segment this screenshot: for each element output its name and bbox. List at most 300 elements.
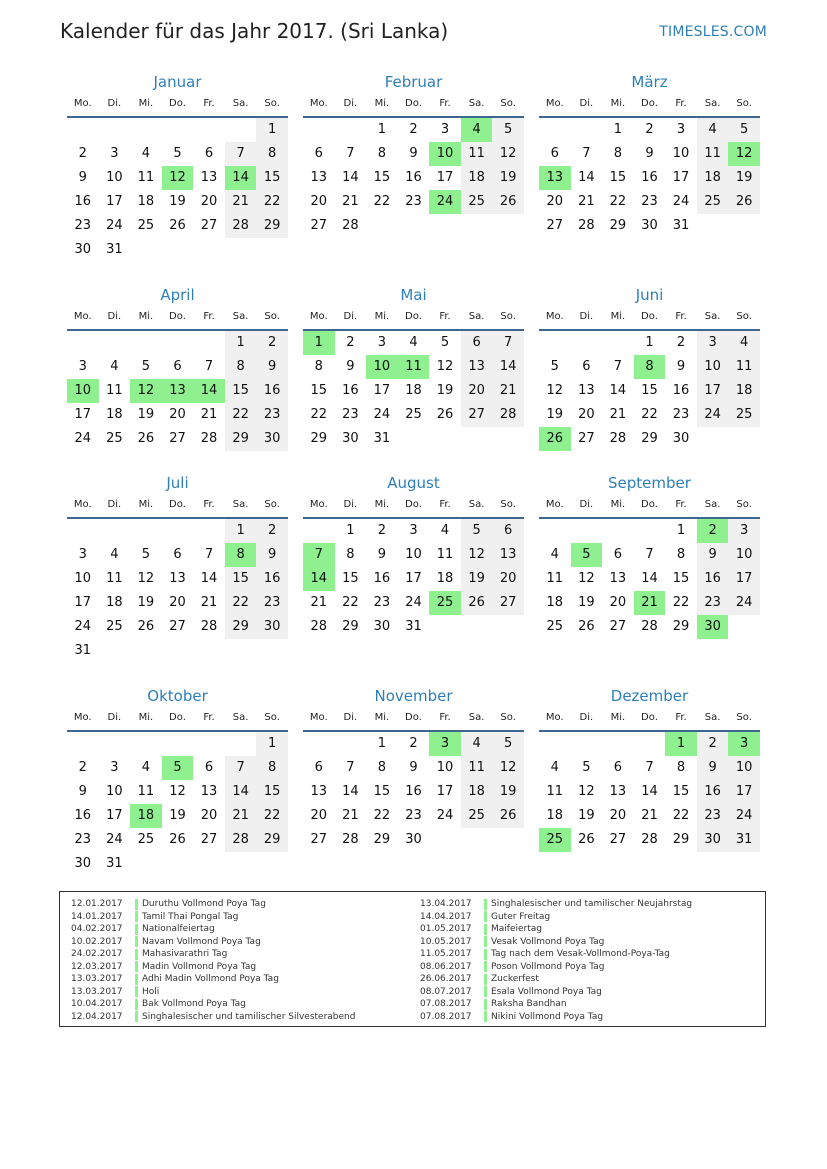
day-cell: 6 — [613, 760, 623, 775]
day-cell: 20 — [169, 595, 186, 610]
day-cell: 10 — [74, 571, 92, 586]
day-cell: 10 — [106, 170, 123, 185]
day-cell: 20 — [169, 407, 186, 422]
weekday-header — [303, 708, 524, 732]
holiday-day-cell: 1 — [665, 732, 697, 756]
empty-cell — [67, 519, 99, 543]
legend-holiday-name: Esala Vollmond Poya Tag — [491, 986, 602, 997]
day-cell: 30 — [697, 828, 729, 852]
day-cell: 30 — [256, 427, 288, 451]
day-cell: 10 — [106, 784, 123, 799]
day-cell: 12 — [436, 359, 454, 374]
legend-row — [420, 973, 692, 986]
legend-color-marker — [484, 936, 487, 947]
day-cell: 10 — [672, 146, 690, 161]
day-cell: 8 — [676, 547, 686, 562]
day-cell: 6 — [492, 519, 524, 543]
brand-logo-text[interactable]: TIMESLES.COM — [659, 24, 767, 40]
day-cell: 22 — [256, 804, 288, 828]
day-cell: 22 — [342, 595, 359, 610]
legend-color-marker — [135, 924, 138, 935]
weekday-label: Do. — [169, 311, 186, 322]
legend-row — [71, 923, 355, 936]
weekday-header — [67, 708, 288, 732]
empty-cell — [193, 118, 225, 142]
legend-date: 12.04.2017 — [71, 1011, 123, 1022]
day-cell: 13 — [200, 784, 218, 799]
empty-cell — [303, 732, 335, 756]
day-cell: 16 — [697, 780, 729, 804]
day-cell: 19 — [436, 383, 454, 398]
legend-date: 10.02.2017 — [71, 936, 123, 947]
day-cell: 22 — [609, 194, 627, 209]
day-cell: 19 — [137, 407, 155, 422]
day-cell: 6 — [314, 146, 323, 161]
day-cell: 11 — [546, 571, 564, 586]
month-calendar — [303, 70, 524, 238]
month-calendar — [67, 70, 288, 262]
empty-cell — [602, 519, 634, 543]
weekday-label: Di. — [579, 712, 594, 723]
weekday-label: Fr. — [203, 499, 215, 510]
day-cell: 4 — [141, 146, 151, 161]
day-cell: 8 — [256, 756, 288, 780]
day-cell: 19 — [492, 780, 524, 804]
day-cell: 3 — [409, 523, 418, 538]
legend-holiday-name: Mahasivarathri Tag — [142, 949, 228, 960]
legend-color-marker — [484, 911, 487, 922]
day-cell: 19 — [169, 194, 186, 209]
day-cell: 23 — [641, 194, 658, 209]
legend-row — [71, 986, 355, 999]
month-calendar — [67, 471, 288, 663]
day-cell: 2 — [409, 122, 418, 137]
day-cell: 13 — [200, 170, 218, 185]
day-cell: 30 — [672, 431, 690, 446]
legend-holiday-name: Duruthu Vollmond Poya Tag — [142, 899, 266, 910]
legend-row — [71, 948, 355, 961]
day-cell: 10 — [405, 547, 422, 562]
day-cell: 18 — [137, 194, 155, 209]
day-cell: 15 — [225, 379, 257, 403]
day-cell: 14 — [225, 780, 257, 804]
legend-color-marker — [135, 1011, 138, 1022]
day-cell: 27 — [492, 591, 524, 615]
day-cell: 1 — [225, 331, 257, 355]
day-cell: 19 — [546, 407, 564, 422]
day-cell: 21 — [641, 808, 658, 823]
day-cell: 8 — [613, 146, 623, 161]
legend-color-marker — [484, 961, 487, 972]
month-calendar — [303, 283, 524, 451]
legend-row — [71, 998, 355, 1011]
day-cell: 1 — [346, 523, 355, 538]
legend-row — [420, 911, 692, 924]
day-cell: 11 — [461, 142, 493, 166]
empty-cell — [303, 118, 335, 142]
day-cell: 15 — [609, 170, 627, 185]
legend-date: 10.04.2017 — [71, 999, 123, 1010]
day-cell: 11 — [137, 170, 155, 185]
day-cell: 29 — [373, 832, 391, 847]
legend-row — [420, 1011, 692, 1024]
day-cell: 17 — [373, 383, 391, 398]
day-cell: 22 — [310, 407, 328, 422]
day-cell: 15 — [256, 166, 288, 190]
empty-cell — [602, 331, 634, 355]
day-cell: 3 — [377, 335, 387, 350]
day-cell: 3 — [697, 331, 729, 355]
day-cell: 24 — [728, 804, 760, 828]
day-cell: 14 — [578, 170, 595, 185]
legend-color-marker — [484, 924, 487, 935]
day-cell: 27 — [169, 431, 186, 446]
legend-row — [71, 911, 355, 924]
empty-cell — [162, 331, 194, 355]
legend-row — [71, 1011, 355, 1024]
day-cell: 17 — [106, 194, 123, 209]
day-cell: 3 — [676, 122, 686, 137]
weekday-label: Mi. — [610, 311, 626, 322]
legend-date: 07.08.2017 — [420, 1011, 472, 1022]
day-cell: 4 — [409, 335, 418, 350]
day-cell: 21 — [609, 407, 627, 422]
day-cell: 5 — [582, 760, 591, 775]
legend-holiday-name: Singhalesischer und tamilischer Silvesterabend — [142, 1011, 356, 1022]
day-cell: 11 — [546, 784, 564, 799]
day-cell: 28 — [200, 431, 218, 446]
month-name: Oktober — [147, 687, 208, 705]
day-cell: 19 — [578, 808, 595, 823]
day-cell: 31 — [728, 828, 760, 852]
day-cell: 25 — [728, 403, 760, 427]
weekday-label: Di. — [343, 712, 358, 723]
weekday-header — [539, 94, 760, 118]
weekday-label: Do. — [405, 499, 422, 510]
weekday-label: Mi. — [374, 499, 390, 510]
day-cell: 6 — [204, 146, 214, 161]
day-cell: 28 — [342, 218, 359, 233]
legend-date: 01.05.2017 — [420, 924, 472, 935]
weekday-label: So. — [500, 712, 516, 723]
holiday-day-cell: 21 — [634, 591, 666, 615]
day-cell: 17 — [728, 780, 760, 804]
legend-color-marker — [135, 899, 138, 910]
day-cell: 15 — [672, 784, 690, 799]
day-cell: 23 — [697, 591, 729, 615]
day-grid — [539, 331, 760, 451]
page-title: Kalender für das Jahr 2017. (Sri Lanka) — [60, 19, 449, 43]
legend-holiday-name: Madin Vollmond Poya Tag — [142, 961, 257, 972]
weekday-label: Mo. — [73, 499, 92, 510]
day-cell: 24 — [697, 403, 729, 427]
day-cell: 26 — [492, 190, 524, 214]
holiday-day-cell: 24 — [429, 190, 461, 214]
day-cell: 11 — [106, 571, 123, 586]
day-cell: 18 — [728, 379, 760, 403]
holiday-day-cell: 5 — [571, 543, 603, 567]
legend-row — [420, 961, 692, 974]
day-cell: 15 — [373, 784, 391, 799]
day-cell: 18 — [546, 808, 564, 823]
day-cell: 13 — [310, 784, 328, 799]
empty-cell — [571, 118, 603, 142]
day-cell: 19 — [169, 808, 186, 823]
day-cell: 13 — [461, 355, 493, 379]
day-grid — [67, 732, 288, 876]
day-cell: 5 — [728, 118, 760, 142]
weekday-header — [67, 94, 288, 118]
day-cell: 14 — [200, 571, 218, 586]
legend-row — [420, 898, 692, 911]
weekday-label: Fr. — [675, 712, 687, 723]
weekday-label: Mo. — [73, 712, 92, 723]
day-cell: 5 — [173, 146, 182, 161]
day-cell: 2 — [697, 732, 729, 756]
weekday-label: Mi. — [374, 311, 390, 322]
day-cell: 10 — [436, 760, 454, 775]
legend-row — [420, 936, 692, 949]
day-cell: 22 — [225, 403, 257, 427]
legend-holiday-name: Zuckerfest — [491, 974, 539, 985]
day-cell: 15 — [672, 571, 690, 586]
day-cell: 4 — [461, 732, 493, 756]
day-cell: 18 — [546, 595, 564, 610]
weekday-label: Sa. — [468, 499, 485, 510]
day-cell: 1 — [377, 122, 387, 137]
day-cell: 29 — [641, 431, 658, 446]
holiday-day-cell: 18 — [130, 804, 162, 828]
day-cell: 28 — [310, 619, 328, 634]
legend-date: 12.01.2017 — [71, 899, 123, 910]
weekday-label: Mi. — [138, 311, 154, 322]
legend-color-marker — [135, 974, 138, 985]
legend-date: 04.02.2017 — [71, 924, 123, 935]
day-cell: 1 — [256, 732, 288, 756]
holiday-day-cell: 10 — [67, 379, 99, 403]
day-cell: 25 — [137, 832, 155, 847]
day-cell: 19 — [461, 567, 493, 591]
weekday-label: Do. — [405, 311, 422, 322]
empty-cell — [162, 732, 194, 756]
day-cell: 7 — [204, 547, 214, 562]
day-cell: 10 — [728, 756, 760, 780]
holiday-day-cell: 7 — [303, 543, 335, 567]
holiday-day-cell: 25 — [539, 828, 571, 852]
day-cell: 9 — [346, 359, 355, 374]
day-grid — [539, 118, 760, 238]
day-cell: 6 — [613, 547, 623, 562]
day-cell: 31 — [106, 856, 123, 871]
day-cell: 18 — [461, 780, 493, 804]
holiday-day-cell: 3 — [429, 732, 461, 756]
month-name: März — [631, 73, 668, 91]
legend-holiday-name: Nationalfeiertag — [142, 924, 215, 935]
legend-holiday-name: Tag nach dem Vesak-Vollmond-Poya-Tag — [491, 949, 670, 960]
day-cell: 28 — [342, 832, 359, 847]
day-cell: 17 — [74, 407, 92, 422]
day-cell: 8 — [314, 359, 323, 374]
day-cell: 2 — [409, 736, 418, 751]
month-calendar — [303, 471, 524, 639]
day-cell: 27 — [578, 431, 595, 446]
legend-holiday-name: Bak Vollmond Poya Tag — [142, 999, 246, 1010]
day-cell: 6 — [173, 359, 182, 374]
day-cell: 19 — [578, 595, 595, 610]
day-cell: 12 — [578, 784, 595, 799]
empty-cell — [539, 118, 571, 142]
legend-date: 08.06.2017 — [420, 961, 472, 972]
day-cell: 27 — [310, 832, 328, 847]
day-cell: 16 — [697, 567, 729, 591]
day-cell: 12 — [137, 571, 155, 586]
legend-color-marker — [484, 974, 487, 985]
day-cell: 9 — [697, 543, 729, 567]
legend-color-marker — [484, 1011, 487, 1022]
day-cell: 2 — [256, 519, 288, 543]
holiday-day-cell: 13 — [539, 166, 571, 190]
day-cell: 21 — [578, 194, 595, 209]
empty-cell — [539, 732, 571, 756]
day-cell: 5 — [492, 118, 524, 142]
day-cell: 28 — [492, 403, 524, 427]
day-cell: 15 — [641, 383, 658, 398]
day-cell: 1 — [676, 523, 686, 538]
day-cell: 26 — [137, 431, 155, 446]
weekday-label: Di. — [107, 499, 122, 510]
weekday-label: Mo. — [309, 311, 328, 322]
weekday-label: Do. — [641, 98, 658, 109]
day-cell: 21 — [342, 194, 359, 209]
day-cell: 3 — [78, 359, 87, 374]
weekday-label: Mo. — [73, 311, 92, 322]
legend-holiday-name: Navam Vollmond Poya Tag — [142, 936, 261, 947]
day-cell: 18 — [436, 571, 454, 586]
day-cell: 17 — [728, 567, 760, 591]
legend-date: 13.04.2017 — [420, 899, 472, 910]
day-cell: 9 — [256, 543, 288, 567]
day-cell: 20 — [492, 567, 524, 591]
legend-date: 14.01.2017 — [71, 911, 123, 922]
weekday-label: So. — [500, 499, 516, 510]
weekday-label: Fr. — [203, 712, 215, 723]
legend-row — [420, 923, 692, 936]
day-cell: 13 — [609, 784, 627, 799]
day-cell: 4 — [110, 359, 119, 374]
weekday-header — [303, 307, 524, 331]
day-cell: 7 — [582, 146, 591, 161]
weekday-label: Di. — [343, 499, 358, 510]
weekday-label: Di. — [343, 311, 358, 322]
empty-cell — [225, 118, 257, 142]
empty-cell — [130, 519, 162, 543]
day-cell: 31 — [405, 619, 422, 634]
day-cell: 1 — [256, 118, 288, 142]
holiday-day-cell: 12 — [162, 166, 194, 190]
day-cell: 25 — [106, 619, 123, 634]
day-cell: 21 — [225, 190, 257, 214]
day-cell: 31 — [373, 431, 391, 446]
day-cell: 27 — [200, 832, 218, 847]
day-cell: 21 — [310, 595, 328, 610]
day-cell: 22 — [256, 190, 288, 214]
day-cell: 2 — [256, 331, 288, 355]
holiday-day-cell: 8 — [225, 543, 257, 567]
day-cell: 17 — [672, 170, 690, 185]
day-cell: 24 — [106, 832, 123, 847]
day-cell: 29 — [310, 431, 328, 446]
day-cell: 16 — [74, 808, 92, 823]
day-cell: 1 — [613, 122, 623, 137]
day-grid — [303, 519, 524, 639]
day-cell: 21 — [342, 808, 359, 823]
day-cell: 30 — [256, 615, 288, 639]
day-cell: 8 — [346, 547, 355, 562]
day-cell: 23 — [74, 218, 92, 233]
day-cell: 9 — [409, 146, 418, 161]
day-cell: 16 — [256, 379, 288, 403]
day-cell: 21 — [200, 595, 218, 610]
day-cell: 16 — [342, 383, 359, 398]
day-cell: 3 — [110, 760, 119, 775]
weekday-label: Mi. — [610, 712, 626, 723]
weekday-label: Sa. — [232, 712, 249, 723]
day-cell: 25 — [697, 190, 729, 214]
empty-cell — [99, 519, 131, 543]
day-cell: 4 — [440, 523, 450, 538]
day-cell: 24 — [373, 407, 391, 422]
day-cell: 20 — [310, 808, 328, 823]
legend-holiday-name: Singhalesischer und tamilischer Neujahrstag — [491, 899, 693, 910]
weekday-label: So. — [736, 311, 752, 322]
empty-cell — [99, 732, 131, 756]
weekday-label: So. — [736, 98, 752, 109]
empty-cell — [571, 519, 603, 543]
day-cell: 6 — [204, 760, 214, 775]
weekday-header — [539, 495, 760, 519]
day-cell: 23 — [373, 595, 391, 610]
day-cell: 8 — [377, 760, 387, 775]
weekday-label: Mo. — [545, 499, 564, 510]
day-cell: 28 — [641, 619, 658, 634]
month-name: Dezember — [610, 687, 689, 705]
day-cell: 26 — [728, 190, 760, 214]
day-cell: 3 — [78, 547, 87, 562]
weekday-label: Mi. — [374, 98, 390, 109]
day-cell: 22 — [373, 194, 391, 209]
day-cell: 7 — [346, 760, 355, 775]
weekday-label: Mo. — [309, 499, 328, 510]
day-cell: 26 — [578, 832, 595, 847]
day-cell: 15 — [256, 780, 288, 804]
holiday-day-cell: 2 — [697, 519, 729, 543]
day-grid — [303, 732, 524, 852]
day-cell: 9 — [645, 146, 654, 161]
day-cell: 26 — [492, 804, 524, 828]
empty-cell — [193, 732, 225, 756]
day-cell: 24 — [672, 194, 690, 209]
weekday-label: So. — [736, 499, 752, 510]
weekday-label: Mi. — [374, 712, 390, 723]
legend-color-marker — [135, 961, 138, 972]
day-cell: 1 — [645, 335, 654, 350]
day-cell: 27 — [200, 218, 218, 233]
legend-date: 24.02.2017 — [71, 949, 123, 960]
day-cell: 27 — [609, 832, 627, 847]
holiday-legend-left-column — [71, 898, 355, 1023]
day-cell: 16 — [641, 170, 658, 185]
day-cell: 23 — [672, 407, 690, 422]
